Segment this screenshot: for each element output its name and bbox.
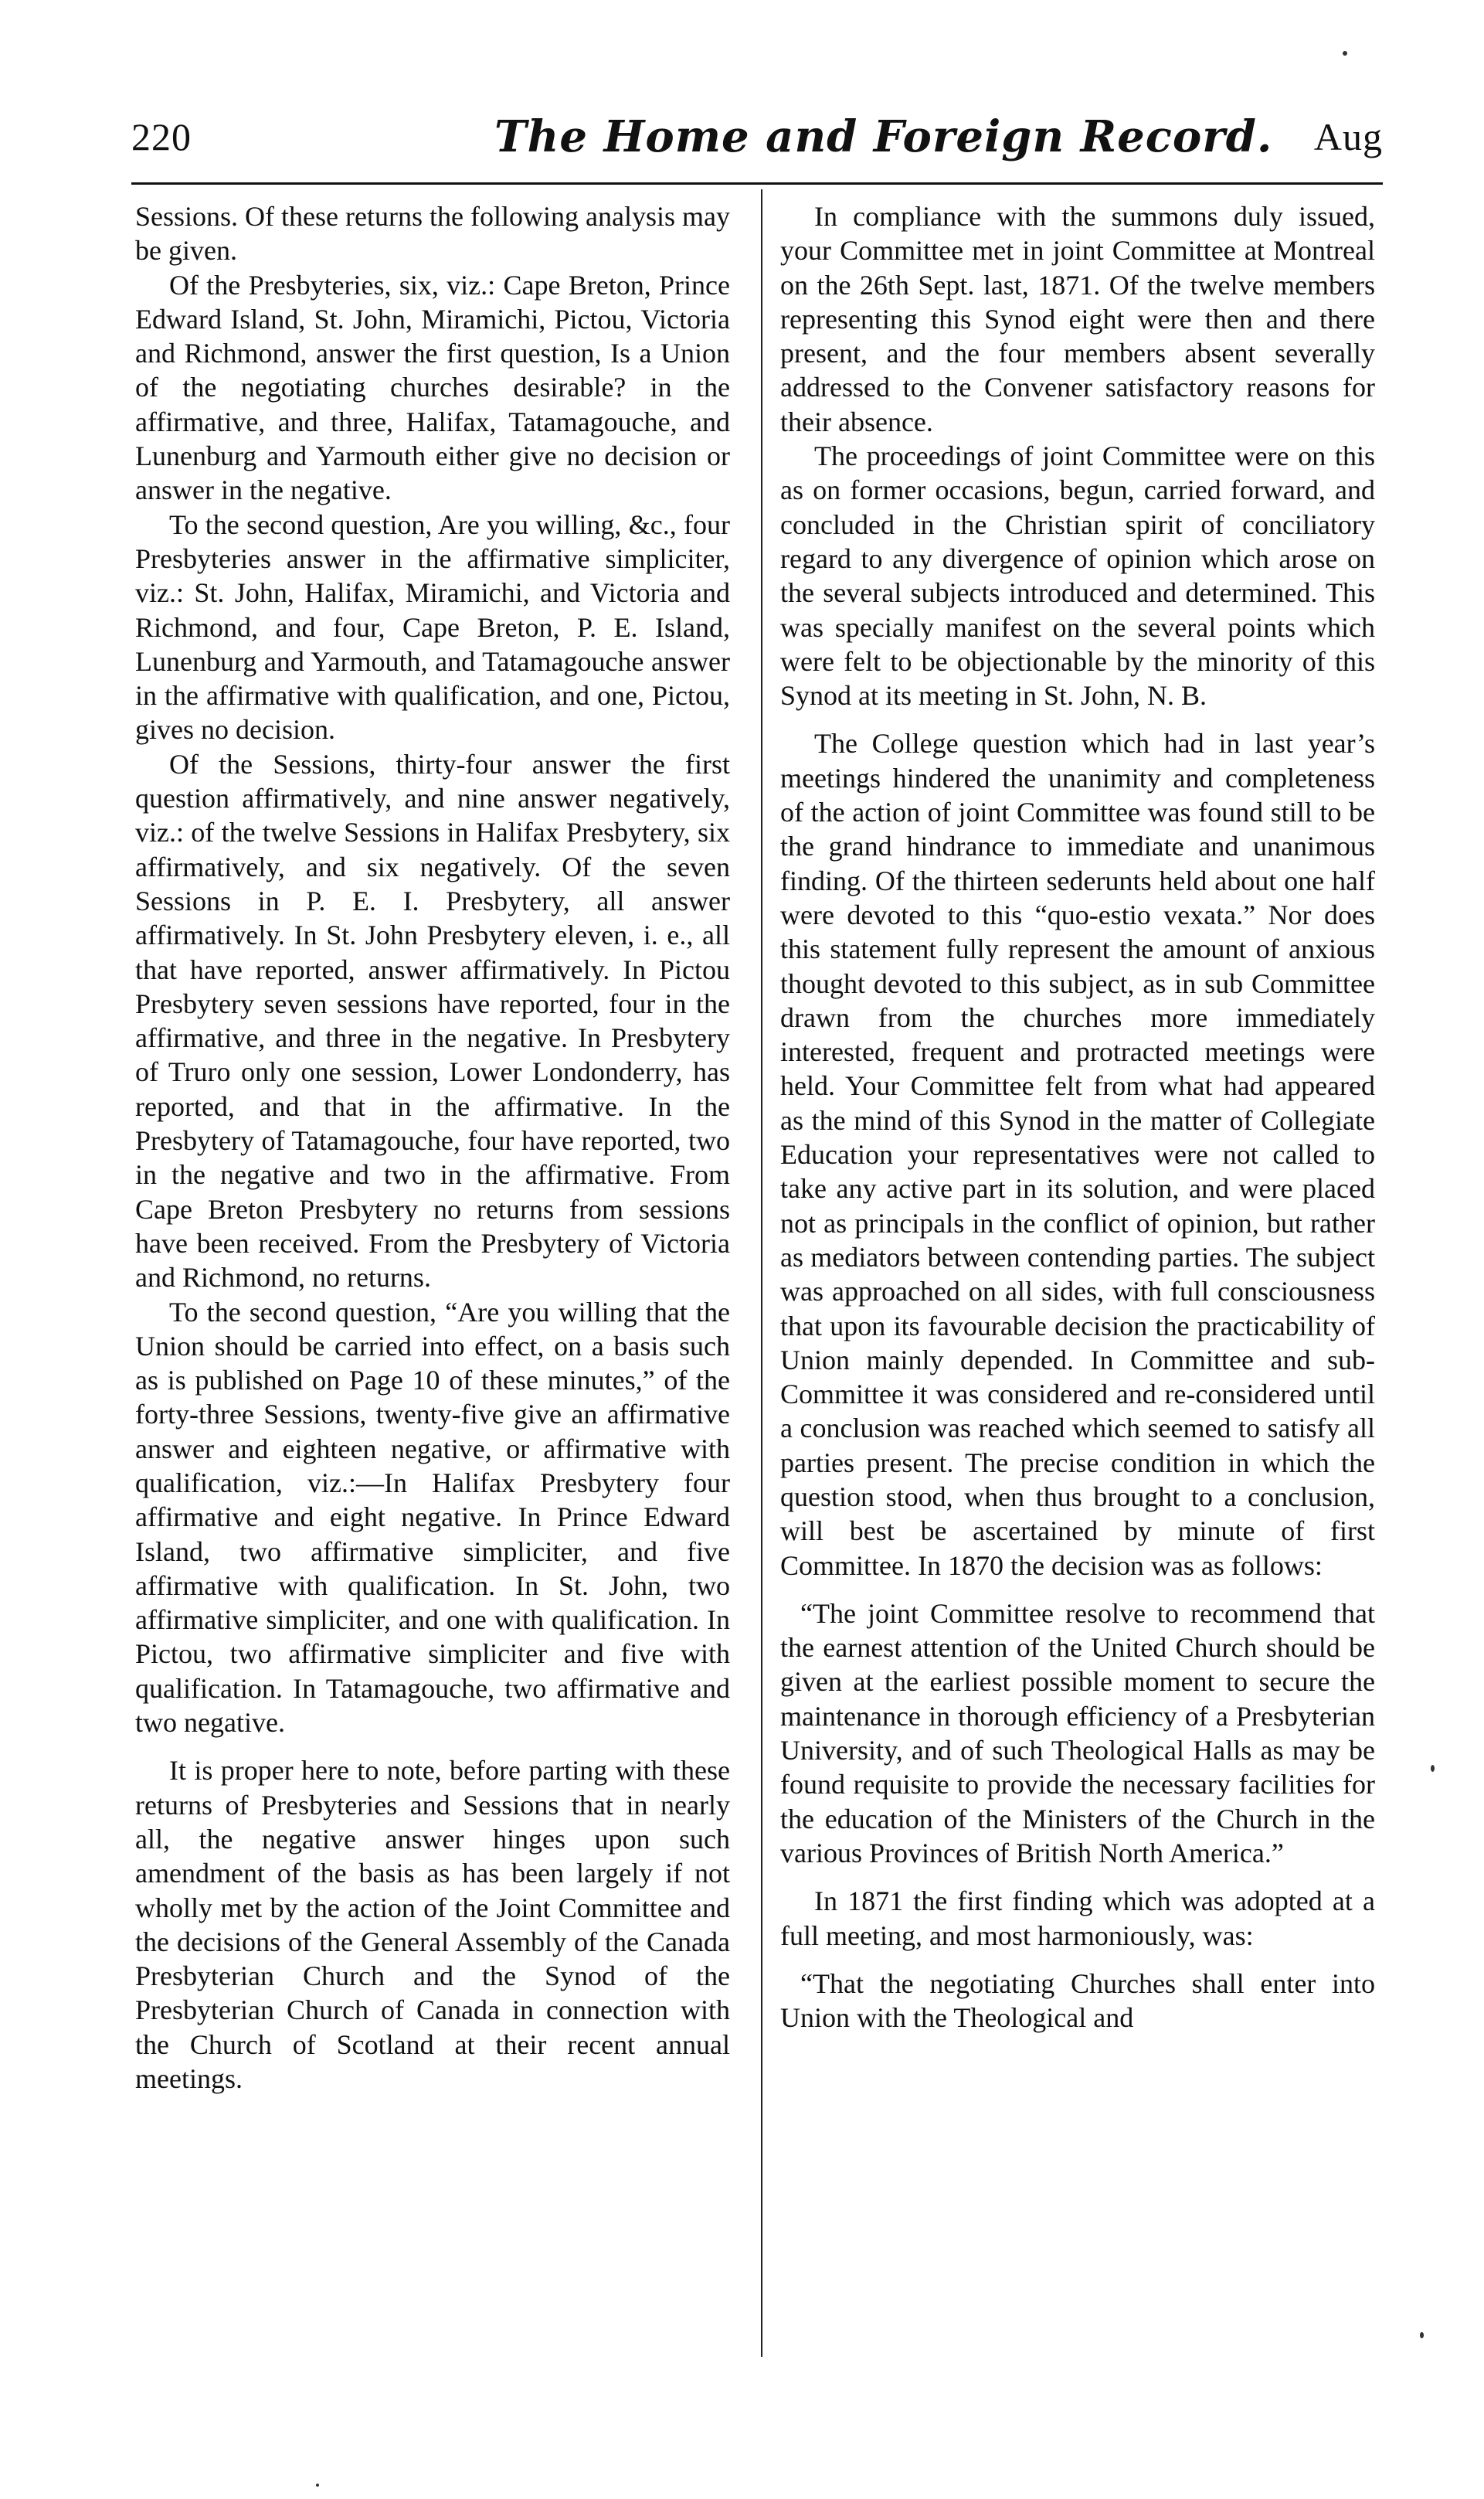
scan-speck <box>316 2484 319 2487</box>
paragraph: The College question which had in last year’s meetings hindered the unanimity and completeness of the action of joint Committee was found still to be the grand hindrance to immediate and unanimous finding. Of the thirteen sederunts held about one half were devoted to this “quo-estio vexata.” Nor does this statement fully represent the amount of anxious thought devoted to this subject, as in sub Committee drawn from the churches more immediately interested, frequent and protracted meetings were held. Your Committee felt from what had appeared as the mind of this Synod in the matter of Collegiate Education your representatives were not called to take any active part in its solution, and were placed not as principals in the conflict of opinion, but rather as mediators between contending parties. The subject was approached on all sides, with full consciousness that upon its favourable decision the practicability of Union mainly depended. In Committee and sub-Committee it was considered and re-considered until a conclusion was reached which seemed to satisfy all parties present. The precise condition in which the question stood, when thus brought to a conclusion, will best be ascertained by minute of first Committee. In 1870 the decision was as follows: <box>780 728 1375 1581</box>
right-column <box>780 199 1375 2035</box>
paragraph: The proceedings of joint Committee were on this as on former occasions, begun, carried forward, and concluded in the Christian spirit of conciliatory regard to any divergence of opinion which arose on the several subjects introduced and determined. This was specially manifest on the several points which were felt to be objectionable by the minority of this Synod at its meeting in St. John, N. B. <box>780 440 1375 712</box>
paragraph: To the second question, Are you willing, &c., four Presbyteries answer in the affirmative simpliciter, viz.: St. John, Halifax, Miramichi, and Victoria and Richmond, and four, Cape Breton, P. E. Island, Lunenburg and Yarmouth, and Tatamagouche answer in the affirmative with qualification, and one, Pictou, gives no decision. <box>135 508 730 746</box>
paragraph: Of the Presbyteries, six, viz.: Cape Breton, Prince Edward Island, St. John, Miramichi, Pictou, Victoria and Richmond, answer the first question, Is a Union of the negotiating churches desirable? in the affirmative, and three, Halifax, Tatamagouche, and Lunenburg and Yarmouth either give no decision or answer in the negative. <box>135 269 730 506</box>
left-column <box>135 199 730 2096</box>
running-title: The Home and Foreign Record. <box>494 111 1273 162</box>
page-number: 220 <box>131 115 192 158</box>
column-rule <box>761 189 762 2357</box>
paragraph: In 1871 the first finding which was adopted at a full meeting, and most harmoniously, was: <box>780 1885 1375 1951</box>
paragraph: In compliance with the summons duly issued, your Committee met in joint Committee at Montreal on the 26th Sept. last, 1871. Of the twelve members representing this Synod eight were then and there present, and the four members absent severally addressed to the Convener satisfactory reasons for their absence. <box>780 201 1375 437</box>
paragraph: To the second question, “Are you willing that the Union should be carried into effect, on a basis such as is published on Page 10 of these minutes,” of the forty-three Sessions, twenty-five give an affirmative answer and eighteen negative, or affirmative with qualification, viz.:—In Halifax Presbytery four affirmative and eight negative. In Prince Edward Island, two affirmative simpliciter, and five affirmative with qualification. In St. John, two affirmative simpliciter, and one with qualification. In Pictou, two affirmative simpliciter and five with qualification. In Tatamagouche, two affirmative and two negative. <box>135 1296 730 1739</box>
scan-speck <box>1431 1765 1435 1772</box>
paragraph: Sessions. Of these returns the following analysis may be given. <box>135 201 730 267</box>
page-header <box>131 111 1383 168</box>
header-rule <box>131 182 1383 185</box>
paragraph: Of the Sessions, thirty-four answer the first question affirmatively, and nine answer negatively, viz.: of the twelve Sessions in Halifax Presbytery, six affirmatively, and six negatively. Of the seven Sessions in P. E. I. Presbytery, all answer affirmatively. In St. John Presbytery eleven, i. e., all that have reported, answer affirmatively. In Pictou Presbytery seven sessions have reported, four in the affirmative, and three in the negative. In Presbytery of Truro only one session, Lower Londonderry, has reported, and that in the affirmative. In the Presbytery of Tatamagouche, four have reported, two in the negative and two in the affirmative. From Cape Breton Presbytery no returns from sessions have been received. From the Presbytery of Victoria and Richmond, no returns. <box>135 748 730 1294</box>
scan-speck <box>1420 2332 1424 2338</box>
scan-speck <box>1343 51 1347 56</box>
quoted-resolution: “That the negotiating Churches shall enter into Union with the Theological and <box>780 1967 1375 2034</box>
header-month: Aug <box>1313 115 1383 158</box>
quoted-resolution: “The joint Committee resolve to recommend that the earnest attention of the United Church should be given at the earliest possible moment to secure the maintenance in thorough efficiency of a Presbyterian University, and of such Theological Halls as may be found requisite to provide the necessary facilities for the education of the Ministers of the Church in the various Provinces of British North America.” <box>780 1597 1375 1868</box>
paragraph: It is proper here to note, before parting with these returns of Presbyteries and Sessions that in nearly all, the negative answer hinges upon such amendment of the basis as has been largely if not wholly met by the action of the Joint Committee and the decisions of the General Assembly of the Canada Presbyterian Church and the Synod of the Presbyterian Church of Canada in connection with the Church of Scotland at their recent annual meetings. <box>135 1755 730 2095</box>
